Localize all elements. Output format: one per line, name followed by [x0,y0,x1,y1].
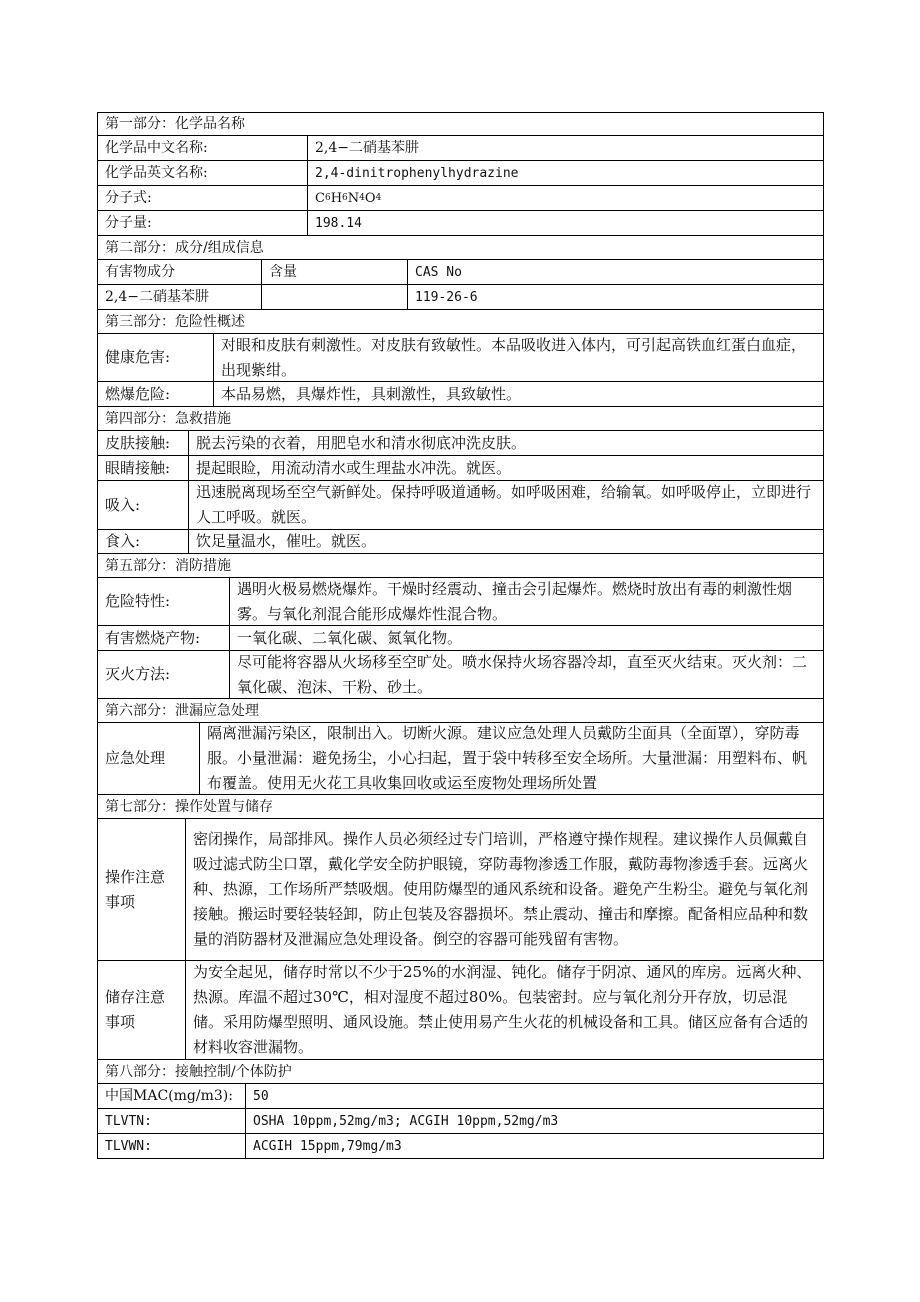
field-label: 应急处理 [105,749,166,767]
section-header-part1 [97,112,824,136]
field-label: 化学品英文名称: [105,165,208,181]
col-header: 有害物成分 [105,264,175,280]
row-health [97,334,824,382]
row-tlvtn [97,1109,824,1134]
field-value: 一氧化碳、二氧化碳、氮氧化物。 [229,626,823,650]
row-tlvwn [97,1134,824,1159]
field-label: 燃爆危险: [105,384,171,403]
field-value: 50 [245,1084,823,1108]
field-value: 迅速脱离现场至空气新鲜处。保持呼吸道通畅。如呼吸困难，给输氧。如呼吸停止，立即进行人工呼吸。就医。 [188,481,823,529]
field-value: 尽可能将容器从火场移至空旷处。喷水保持火场容器冷却，直至灭火结束。灭火剂：二氧化碳、泡沫、干粉、砂土。 [229,651,823,698]
field-label: TLVWN: [105,1138,152,1154]
col-header: CAS No [407,260,823,284]
section-header-part2 [97,236,824,260]
row-composition [97,285,824,310]
field-label: 化学品中文名称: [105,140,208,156]
field-label: 食入: [105,532,141,550]
row-mw [97,211,824,236]
table-cell [261,285,407,309]
field-value: 2,4−二硝基苯肼 [307,136,823,160]
row-en-name [97,161,824,186]
row-emergency [97,723,824,795]
field-value: 提起眼睑，用流动清水或生理盐水冲洗。就医。 [188,456,823,480]
field-label: 皮肤接触: [105,433,171,452]
field-label: 分子量: [105,215,152,231]
section-header-part3 [97,310,824,334]
row-mac [97,1084,824,1109]
section-title: 第七部分：操作处置与储存 [105,798,273,815]
row-fire [97,382,824,407]
section-title: 第二部分：成分/组成信息 [105,239,264,256]
section-header-part7 [97,795,824,819]
row-skin [97,431,824,456]
field-label: 眼睛接触: [105,458,171,477]
molecular-formula: C 6 H 6 N 4 O 4 [307,186,823,210]
field-value: 本品易燃，具爆炸性，具刺激性，具致敏性。 [213,382,823,406]
field-value: 对眼和皮肤有刺激性。对皮肤有致敏性。本品吸收进入体内，可引起高铁血红蛋白血症，出现紫绀。 [213,334,823,381]
field-value: 198.14 [307,211,823,235]
section-title: 第三部分：危险性概述 [105,313,245,330]
row-formula [97,186,824,211]
field-value: 2,4-dinitrophenylhydrazine [307,161,823,185]
section-title: 第一部分：化学品名称 [105,116,245,132]
field-value: 遇明火极易燃烧爆炸。干燥时经震动、撞击会引起爆炸。燃烧时放出有毒的刺激性烟雾。与氧化剂混合能形成爆炸性混合物。 [229,578,823,625]
field-label: TLVTN: [105,1113,152,1129]
section-title: 第五部分：消防措施 [105,557,231,574]
field-label: 储存注意事项 [105,988,166,1031]
field-label: 健康危害: [105,348,171,366]
msds-table [97,112,824,1159]
row-extinguish [97,651,824,699]
field-value: OSHA 10ppm,52mg/m3; ACGIH 10ppm,52mg/m3 [245,1109,823,1133]
row-eye [97,456,824,481]
field-label: 有害燃烧产物: [105,628,201,647]
field-label: 危险特性: [105,592,171,610]
row-storage [97,961,824,1060]
section-title: 第六部分：泄漏应急处理 [105,702,259,719]
row-cn-name [97,136,824,161]
row-fire-hazard [97,578,824,626]
field-label: 中国MAC(mg/m3): [105,1088,233,1104]
row-ingest [97,530,824,554]
field-label: 分子式: [105,190,152,206]
table-cell: 2,4−二硝基苯肼 [105,289,209,305]
field-value: 为安全起见，储存时常以不少于25%的水润湿、钝化。储存于阴凉、通风的库房。远离火种、热源。库温不超过30℃，相对湿度不超过80%。包装密封。应与氧化剂分开存放，切忌混储。采用防爆型照明、通风设施。禁止使用易产生火花的机械设备和工具。储区应备有合适的材料收容泄漏物。 [185,961,823,1059]
field-value: 隔离泄漏污染区，限制出入。切断火源。建议应急处理人员戴防尘面具（全面罩），穿防毒服。小量泄漏：避免扬尘，小心扫起，置于袋中转移至安全场所。大量泄漏：用塑料布、帆布覆盖。使用无火花工具收集回收或运至废物处理场所处置 [199,723,823,794]
field-label: 灭火方法: [105,665,171,683]
row-inhale [97,481,824,530]
field-value: 脱去污染的衣着，用肥皂水和清水彻底冲洗皮肤。 [188,431,823,455]
row-combustion-products [97,626,824,651]
section-header-part8 [97,1060,824,1084]
col-header: 含量 [261,260,407,284]
table-cell: 119-26-6 [407,285,823,309]
section-header-part6 [97,699,824,723]
field-label: 操作注意事项 [105,867,166,911]
field-value: 饮足量温水，催吐。就医。 [188,530,823,553]
row-handling [97,819,824,961]
section-header-part4 [97,407,824,431]
field-label: 吸入: [105,495,141,514]
section-title: 第四部分：急救措施 [105,410,231,427]
row-composition-header [97,260,824,285]
field-value: 密闭操作，局部排风。操作人员必须经过专门培训，严格遵守操作规程。建议操作人员佩戴自吸过滤式防尘口罩，戴化学安全防护眼镜，穿防毒物渗透工作服，戴防毒物渗透手套。远离火种、热源，工作场所严禁吸烟。使用防爆型的通风系统和设备。避免产生粉尘。避免与氧化剂接触。搬运时要轻装轻卸，防止包装及容器损坏。禁止震动、撞击和摩擦。配备相应品种和数量的消防器材及泄漏应急处理设备。倒空的容器可能残留有害物。 [185,819,823,960]
field-value: ACGIH 15ppm,79mg/m3 [245,1134,823,1158]
section-title: 第八部分：接触控制/个体防护 [105,1063,292,1080]
section-header-part5 [97,554,824,578]
